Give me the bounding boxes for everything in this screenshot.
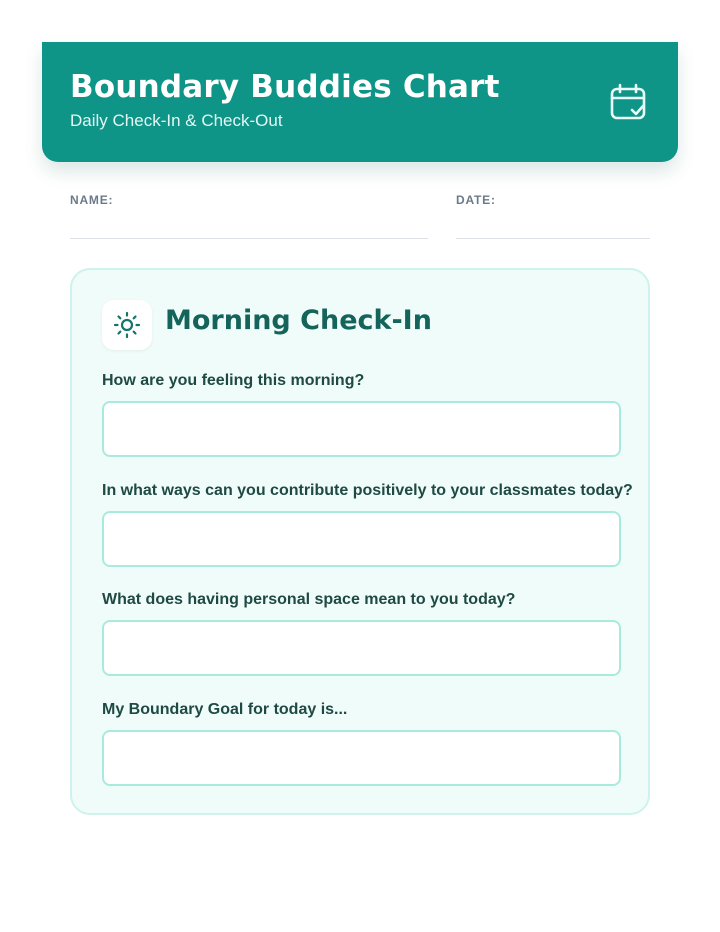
name-field[interactable] (70, 238, 428, 239)
name-label: NAME: (70, 193, 114, 207)
header-banner (42, 42, 678, 162)
calendar-check-icon (608, 82, 648, 122)
sun-badge (102, 300, 152, 350)
answer-field-contribute[interactable] (102, 511, 621, 567)
question-label: How are you feeling this morning? (102, 372, 365, 389)
question-label: In what ways can you contribute positively to your classmates today? (102, 482, 633, 499)
page-title: Boundary Buddies Chart (70, 69, 500, 105)
answer-field-boundary-goal[interactable] (102, 730, 621, 786)
section-title: Morning Check-In (165, 305, 432, 336)
page-subtitle: Daily Check-In & Check-Out (70, 111, 283, 130)
question-label: What does having personal space mean to you today? (102, 591, 516, 608)
question-label: My Boundary Goal for today is... (102, 701, 348, 718)
morning-checkin-card (70, 268, 650, 815)
date-field[interactable] (456, 238, 650, 239)
date-label: DATE: (456, 193, 496, 207)
answer-field-feeling[interactable] (102, 401, 621, 457)
answer-field-personal-space[interactable] (102, 620, 621, 676)
sun-icon (113, 311, 141, 339)
